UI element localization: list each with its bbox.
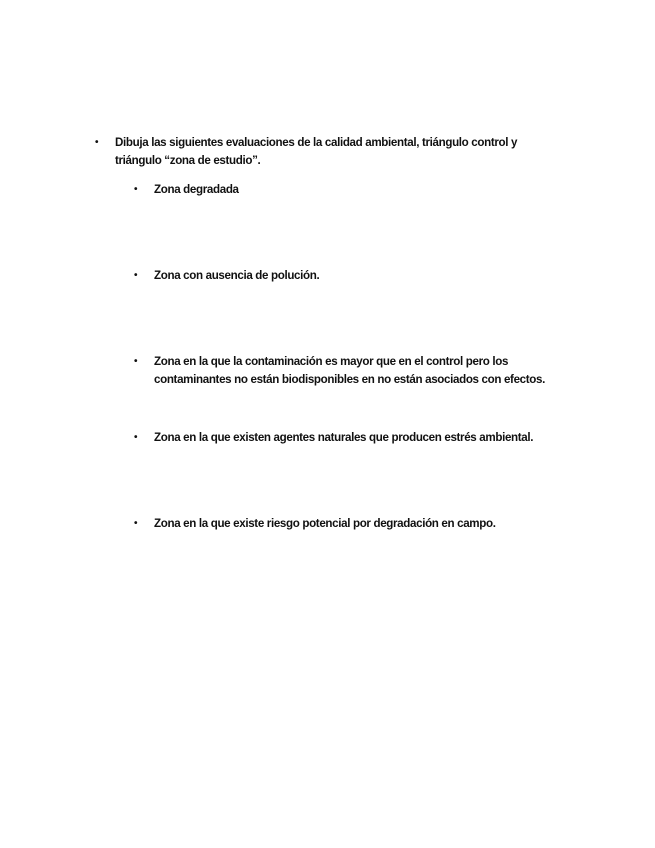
- sub-list-item-non-bioavailable-zone: Zona en la que la contaminación es mayor que en el control pero los contaminantes no están biodisponibles en no están asociados con efectos.: [154, 355, 545, 386]
- sub-list-item-degraded-zone: Zona degradada: [154, 183, 239, 196]
- bullet-icon: •: [134, 432, 138, 443]
- sub-list-item-potential-risk-zone: Zona en la que existe riesgo potencial por degradación en campo.: [154, 517, 496, 530]
- bullet-icon: •: [134, 270, 138, 281]
- bullet-icon: •: [134, 518, 138, 529]
- main-list-item: Dibuja las siguientes evaluaciones de la calidad ambiental, triángulo control y triángulo “zona de estudio”.: [115, 136, 518, 167]
- sub-list-item-no-pollution-zone: Zona con ausencia de polución.: [154, 269, 320, 282]
- sub-list-item-natural-stress-zone: Zona en la que existen agentes naturales que producen estrés ambiental.: [154, 431, 534, 444]
- bullet-icon: •: [134, 356, 138, 367]
- bullet-icon: •: [95, 137, 99, 148]
- bullet-icon: •: [134, 184, 138, 195]
